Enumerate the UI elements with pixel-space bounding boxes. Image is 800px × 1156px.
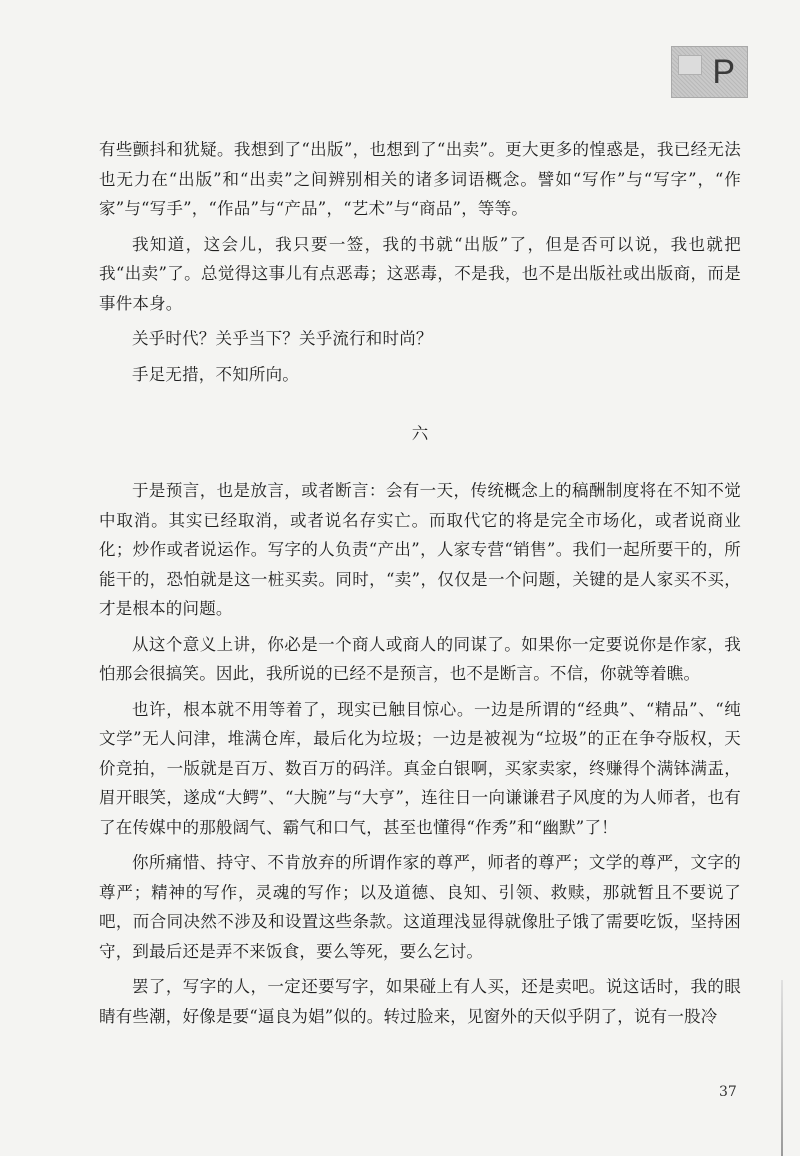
paragraph: 于是预言，也是放言，或者断言：会有一天，传统概念上的稿酬制度将在不知不觉中取消。其实已经取消，或者说名存实亡。而取代它的将是完全市场化，或者说商业化；炒作或者说运作。写字的人负责“产出”，人家专营“销售”。我们一起所要干的，所能干的，恐怕就是这一桩买卖。同时，“卖”，仅仅是一个问题，关键的是人家买不买，才是根本的问题。 [99, 481, 741, 618]
paragraph: 从这个意义上讲，你必是一个商人或商人的同谋了。如果你一定要说你是作家，我怕那会很搞笑。因此，我所说的已经不是预言，也不是断言。不信，你就等着瞧。 [99, 634, 741, 683]
paragraph: 有些颤抖和犹疑。我想到了“出版”，也想到了“出卖”。更大更多的惶惑是，我已经无法也无力在“出版”和“出卖”之间辨别相关的诸多词语概念。譬如“写作”与“写字”，“作家”与“写手”，“作品”与“产品”，“艺术”与“商品”，等等。 [99, 140, 741, 218]
paragraph: 你所痛惜、持守、不肯放弃的所谓作家的尊严，师者的尊严；文学的尊严，文字的尊严；精神的写作，灵魂的写作；以及道德、良知、引领、救赎，那就暂且不要说了吧，而合同决然不涉及和设置这些条款。这道理浅显得就像肚子饿了需要吃饭，坚持困守，到最后还是弄不来饭食，要么等死，要么乞讨。 [99, 853, 741, 961]
paragraph: 也许，根本就不用等着了，现实已触目惊心。一边是所谓的“经典”、“精品”、“纯文学”无人问津，堆满仓库，最后化为垃圾；一边是被视为“垃圾”的正在争夺版权，天价竞拍，一版就是百万、数百万的码洋。真金白银啊，买家卖家，终赚得个满钵满盂，眉开眼笑，遂成“大鳄”、“大腕”与“大亨”，连往日一向谦谦君子风度的为人师者，也有了在传媒中的那般阔气、霸气和口气，甚至也懂得“作秀”和“幽默”了！ [99, 699, 741, 837]
page-number: 37 [719, 1084, 737, 1100]
tab-decoration [678, 55, 702, 75]
paragraph: 关乎时代？关乎当下？关乎流行和时尚？ [132, 329, 433, 348]
paragraph: 我知道，这会儿，我只要一签，我的书就“出版”了，但是否可以说，我也就把我“出卖”了。总觉得这事儿有点恶毒；这恶毒，不是我，也不是出版社或出版商，而是事件本身。 [99, 234, 741, 313]
section-letter: P [712, 53, 735, 91]
body-text [99, 135, 741, 1031]
paragraph: 手足无措，不知所向。 [132, 364, 299, 384]
page-edge-shadow [781, 980, 783, 1156]
section-heading: 六 [411, 424, 429, 443]
section-tab [671, 46, 748, 98]
paragraph: 罢了，写字的人，一定还要写字，如果碰上有人买，还是卖吧。说这话时，我的眼睛有些潮，好像是要“逼良为娼”似的。转过脸来，见窗外的天似乎阴了，说有一股冷 [99, 977, 741, 1026]
